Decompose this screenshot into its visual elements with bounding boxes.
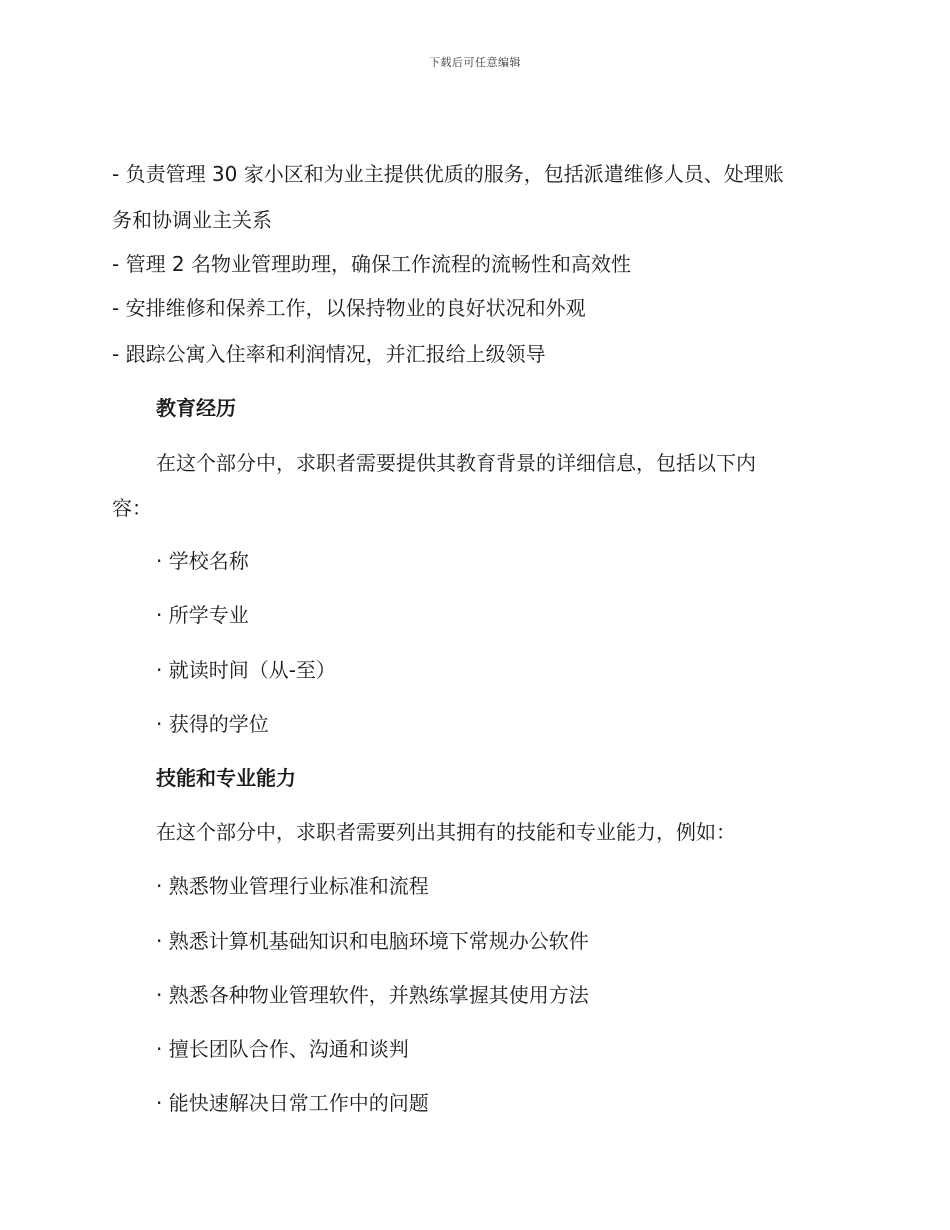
skills-heading: 技能和专业能力 <box>156 766 296 790</box>
education-intro: 在这个部分中，求职者需要提供其教育背景的详细信息，包括以下内 <box>156 451 756 475</box>
skills-item: · 熟悉计算机基础知识和电脑环境下常规办公软件 <box>156 929 589 953</box>
experience-line: - 安排维修和保养工作，以保持物业的良好状况和外观 <box>112 296 586 320</box>
education-heading: 教育经历 <box>156 396 236 420</box>
page-header: 下载后可任意编辑 <box>429 56 521 69</box>
education-item: · 获得的学位 <box>156 712 269 736</box>
skills-intro: 在这个部分中，求职者需要列出其拥有的技能和专业能力，例如： <box>156 820 736 844</box>
education-item: · 就读时间（从-至） <box>156 658 336 682</box>
education-item: · 学校名称 <box>156 549 249 573</box>
experience-line: - 管理 2 名物业管理助理，确保工作流程的流畅性和高效性 <box>112 252 632 276</box>
experience-line-continued: 务和协调业主关系 <box>112 208 272 232</box>
experience-line: - 跟踪公寓入住率和利润情况，并汇报给上级领导 <box>112 342 546 366</box>
skills-item: · 能快速解决日常工作中的问题 <box>156 1091 429 1115</box>
skills-item: · 熟悉物业管理行业标准和流程 <box>156 874 429 898</box>
skills-item: · 擅长团队合作、沟通和谈判 <box>156 1037 409 1061</box>
education-intro-continued: 容： <box>112 496 152 520</box>
skills-item: · 熟悉各种物业管理软件，并熟练掌握其使用方法 <box>156 983 589 1007</box>
education-item: · 所学专业 <box>156 603 249 627</box>
experience-line: - 负责管理 30 家小区和为业主提供优质的服务，包括派遣维修人员、处理账 <box>112 162 784 186</box>
